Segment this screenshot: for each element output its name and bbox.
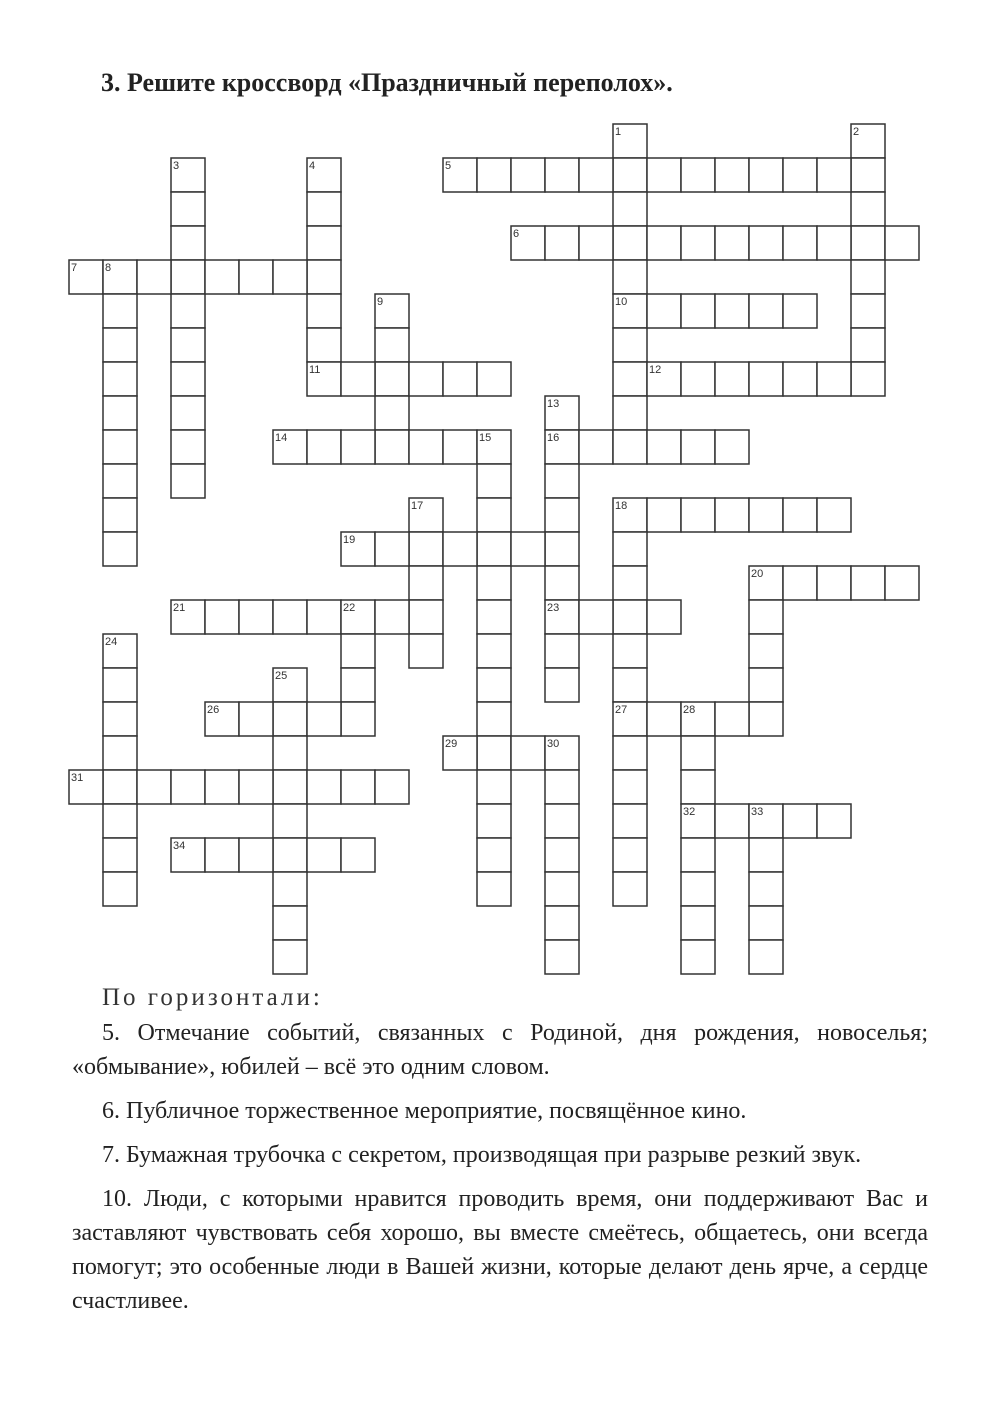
crossword-cell[interactable]	[171, 226, 205, 260]
clue-number-label: 2	[853, 126, 860, 138]
crossword-cell[interactable]	[341, 702, 375, 736]
crossword-cell[interactable]	[103, 464, 137, 498]
clue-number-label: 9	[377, 296, 384, 308]
crossword-cell[interactable]	[545, 804, 579, 838]
crossword-cell[interactable]	[783, 226, 817, 260]
crossword-cell[interactable]	[409, 634, 443, 668]
clue-number-label: 14	[275, 432, 288, 444]
clue-5: 5. Отмечание событий, связанных с Родиной, дня рождения, новоселья; «обмывание», юбилей – всё это одним словом.	[72, 1020, 928, 1080]
crossword-cell[interactable]	[307, 192, 341, 226]
crossword-cell[interactable]	[545, 566, 579, 600]
crossword-cell[interactable]	[579, 158, 613, 192]
crossword-cell[interactable]	[851, 260, 885, 294]
crossword-cell[interactable]	[681, 430, 715, 464]
crossword-cell[interactable]	[545, 464, 579, 498]
crossword-cell[interactable]	[749, 906, 783, 940]
crossword-cell[interactable]	[273, 702, 307, 736]
crossword-cell[interactable]	[851, 566, 885, 600]
crossword-cell[interactable]	[171, 260, 205, 294]
crossword-cell[interactable]	[647, 600, 681, 634]
crossword-cell[interactable]	[171, 770, 205, 804]
crossword-cell[interactable]	[477, 668, 511, 702]
clue-number-label: 20	[751, 568, 764, 580]
crossword-cell[interactable]	[409, 600, 443, 634]
crossword-cell[interactable]	[613, 634, 647, 668]
crossword-cell[interactable]	[273, 940, 307, 974]
crossword-cell[interactable]	[205, 260, 239, 294]
crossword-cell[interactable]	[103, 770, 137, 804]
crossword-cell[interactable]	[681, 770, 715, 804]
clue-number-label: 22	[343, 602, 356, 614]
crossword-cell[interactable]	[851, 192, 885, 226]
crossword-cell[interactable]	[681, 736, 715, 770]
clue-number-label: 13	[547, 398, 560, 410]
clue-number-label: 28	[683, 704, 696, 716]
crossword-cell[interactable]	[307, 260, 341, 294]
crossword-cell[interactable]	[375, 362, 409, 396]
crossword-cell[interactable]	[273, 736, 307, 770]
crossword-cell[interactable]	[409, 430, 443, 464]
crossword-cell[interactable]	[477, 464, 511, 498]
crossword-cell[interactable]	[171, 192, 205, 226]
crossword-cell[interactable]	[239, 702, 273, 736]
crossword-cell[interactable]	[409, 362, 443, 396]
crossword-cell[interactable]	[749, 498, 783, 532]
crossword-cell[interactable]	[477, 566, 511, 600]
clue-number-label: 29	[445, 738, 458, 750]
crossword-cell[interactable]	[715, 430, 749, 464]
crossword-cell[interactable]	[307, 770, 341, 804]
crossword-cell[interactable]	[613, 430, 647, 464]
crossword-cell[interactable]	[307, 226, 341, 260]
crossword-cell[interactable]	[273, 600, 307, 634]
crossword-cell[interactable]	[103, 872, 137, 906]
crossword-cell[interactable]	[103, 702, 137, 736]
crossword-cell[interactable]	[613, 226, 647, 260]
clue-number-label: 23	[547, 602, 560, 614]
crossword-cell[interactable]	[545, 532, 579, 566]
crossword-cell[interactable]	[103, 396, 137, 430]
crossword-cell[interactable]	[205, 838, 239, 872]
crossword-cell[interactable]	[375, 770, 409, 804]
crossword-cell[interactable]	[783, 362, 817, 396]
crossword-cell[interactable]	[715, 362, 749, 396]
crossword-cell[interactable]	[647, 702, 681, 736]
crossword-cell[interactable]	[307, 430, 341, 464]
crossword-cell[interactable]	[613, 804, 647, 838]
crossword-cell[interactable]	[885, 226, 919, 260]
crossword-cell[interactable]	[817, 498, 851, 532]
crossword-cell[interactable]	[307, 328, 341, 362]
crossword-cell[interactable]	[477, 702, 511, 736]
crossword-cell[interactable]	[239, 838, 273, 872]
crossword-cell[interactable]	[443, 430, 477, 464]
clue-number-label: 18	[615, 500, 628, 512]
crossword-cell[interactable]	[715, 226, 749, 260]
clue-number-label: 10	[615, 296, 628, 308]
crossword-cell[interactable]	[715, 702, 749, 736]
crossword-cell[interactable]	[817, 804, 851, 838]
crossword-cell[interactable]	[613, 328, 647, 362]
crossword-cell[interactable]	[851, 226, 885, 260]
crossword-cell[interactable]	[477, 736, 511, 770]
crossword-cell[interactable]	[477, 158, 511, 192]
crossword-cell[interactable]	[171, 294, 205, 328]
clues-heading: По горизонтали:	[102, 984, 323, 1011]
clue-number-label: 31	[71, 772, 84, 784]
clue-7: 7. Бумажная трубочка с секретом, производящая при разрыве резкий звук.	[102, 1142, 862, 1168]
crossword-cell[interactable]	[375, 600, 409, 634]
crossword-cell[interactable]	[851, 328, 885, 362]
clue-number-label: 1	[615, 126, 622, 138]
crossword-cell[interactable]	[477, 362, 511, 396]
crossword-cell[interactable]	[307, 294, 341, 328]
clue-number-label: 17	[411, 500, 424, 512]
crossword-cell[interactable]	[273, 906, 307, 940]
crossword-cell[interactable]	[783, 566, 817, 600]
crossword-cell[interactable]	[817, 362, 851, 396]
crossword-cell[interactable]	[715, 498, 749, 532]
clues-section	[72, 980, 928, 1328]
crossword-cell[interactable]	[749, 158, 783, 192]
crossword-cell[interactable]	[749, 872, 783, 906]
crossword-cell[interactable]	[341, 770, 375, 804]
crossword-cell[interactable]	[613, 668, 647, 702]
crossword-cell[interactable]	[749, 668, 783, 702]
crossword-cell[interactable]	[749, 940, 783, 974]
crossword-cell[interactable]	[579, 226, 613, 260]
crossword-cell[interactable]	[205, 770, 239, 804]
clue-number-label: 34	[173, 840, 186, 852]
crossword-cell[interactable]	[613, 736, 647, 770]
crossword-cell[interactable]	[681, 294, 715, 328]
crossword-cell[interactable]	[307, 838, 341, 872]
clue-number-label: 30	[547, 738, 560, 750]
crossword-cell[interactable]	[477, 498, 511, 532]
crossword-cell[interactable]	[545, 838, 579, 872]
clue-number-label: 25	[275, 670, 288, 682]
page-title: 3. Решите кроссворд «Праздничный переполох».	[101, 68, 673, 97]
crossword-cell[interactable]	[851, 158, 885, 192]
crossword-cell[interactable]	[681, 838, 715, 872]
crossword-cell[interactable]	[341, 838, 375, 872]
crossword-cell[interactable]	[137, 770, 171, 804]
crossword-cell[interactable]	[307, 702, 341, 736]
clue-number-label: 19	[343, 534, 356, 546]
clue-number-label: 21	[173, 602, 186, 614]
clue-number-label: 4	[309, 160, 316, 172]
crossword-cell[interactable]	[885, 566, 919, 600]
crossword-cell[interactable]	[171, 430, 205, 464]
crossword-cell[interactable]	[613, 838, 647, 872]
crossword-cell[interactable]	[545, 498, 579, 532]
crossword-cell[interactable]	[545, 668, 579, 702]
clue-number-label: 32	[683, 806, 696, 818]
crossword-cell[interactable]	[545, 226, 579, 260]
crossword-cell[interactable]	[511, 532, 545, 566]
crossword-cell[interactable]	[511, 736, 545, 770]
crossword-cell[interactable]	[409, 566, 443, 600]
crossword-cell[interactable]	[817, 226, 851, 260]
clue-number-label: 3	[173, 160, 180, 172]
crossword-cell[interactable]	[205, 600, 239, 634]
crossword-cell[interactable]	[171, 328, 205, 362]
crossword-cell[interactable]	[375, 396, 409, 430]
crossword-cell[interactable]	[239, 600, 273, 634]
crossword-cell[interactable]	[103, 294, 137, 328]
crossword-cell[interactable]	[171, 464, 205, 498]
crossword-cell[interactable]	[613, 158, 647, 192]
crossword-cell[interactable]	[545, 634, 579, 668]
crossword-cell[interactable]	[477, 838, 511, 872]
crossword-cell[interactable]	[545, 872, 579, 906]
crossword-cell[interactable]	[681, 872, 715, 906]
crossword-cell[interactable]	[647, 294, 681, 328]
crossword-cell[interactable]	[613, 260, 647, 294]
crossword-cell[interactable]	[307, 600, 341, 634]
crossword-cell[interactable]	[749, 634, 783, 668]
crossword-cell[interactable]	[273, 804, 307, 838]
clue-number-label: 24	[105, 636, 118, 648]
crossword-cell[interactable]	[681, 226, 715, 260]
crossword-cell[interactable]	[715, 294, 749, 328]
crossword-cell[interactable]	[103, 668, 137, 702]
crossword-cell[interactable]	[851, 294, 885, 328]
clue-number-label: 16	[547, 432, 560, 444]
crossword-cell[interactable]	[749, 838, 783, 872]
crossword-cell[interactable]	[341, 430, 375, 464]
crossword-cell[interactable]	[103, 328, 137, 362]
crossword-cell[interactable]	[783, 498, 817, 532]
crossword-cell[interactable]	[647, 226, 681, 260]
clue-number-label: 27	[615, 704, 628, 716]
crossword-cell[interactable]	[681, 498, 715, 532]
crossword-cell[interactable]	[783, 804, 817, 838]
crossword-cell[interactable]	[171, 362, 205, 396]
crossword-cell[interactable]	[103, 532, 137, 566]
crossword-cell[interactable]	[613, 566, 647, 600]
crossword-cell[interactable]	[375, 430, 409, 464]
crossword-cell[interactable]	[103, 362, 137, 396]
crossword-cell[interactable]	[477, 770, 511, 804]
crossword-cell[interactable]	[647, 430, 681, 464]
crossword-cell[interactable]	[341, 362, 375, 396]
crossword-cell[interactable]	[103, 838, 137, 872]
crossword-cell[interactable]	[545, 940, 579, 974]
crossword-cell[interactable]	[613, 600, 647, 634]
crossword-cell[interactable]	[103, 430, 137, 464]
crossword-cell[interactable]	[817, 158, 851, 192]
crossword-cell[interactable]	[817, 566, 851, 600]
crossword-cell[interactable]	[647, 158, 681, 192]
crossword-cell[interactable]	[545, 770, 579, 804]
crossword-cell[interactable]	[613, 192, 647, 226]
crossword-cell[interactable]	[749, 226, 783, 260]
crossword-cell[interactable]	[579, 600, 613, 634]
crossword-cell[interactable]	[273, 770, 307, 804]
crossword-cell[interactable]	[477, 872, 511, 906]
crossword-cell[interactable]	[749, 362, 783, 396]
crossword-cell[interactable]	[103, 498, 137, 532]
crossword-cell[interactable]	[341, 634, 375, 668]
crossword-cell[interactable]	[613, 532, 647, 566]
clue-number-label: 33	[751, 806, 764, 818]
crossword-cell[interactable]	[715, 158, 749, 192]
crossword-cell[interactable]	[681, 158, 715, 192]
crossword-cell[interactable]	[715, 804, 749, 838]
crossword-cell[interactable]	[171, 396, 205, 430]
crossword-cell[interactable]	[613, 770, 647, 804]
crossword-cell[interactable]	[273, 872, 307, 906]
crossword-cell[interactable]	[545, 906, 579, 940]
crossword-cell[interactable]	[545, 158, 579, 192]
clue-number-label: 12	[649, 364, 662, 376]
crossword-cell[interactable]	[375, 532, 409, 566]
clue-number-label: 5	[445, 160, 452, 172]
crossword-cell[interactable]	[103, 736, 137, 770]
clue-number-label: 11	[309, 364, 321, 376]
crossword-cell[interactable]	[477, 600, 511, 634]
crossword-cell[interactable]	[647, 498, 681, 532]
crossword-cell[interactable]	[477, 532, 511, 566]
clue-10: 10. Люди, с которыми нравится проводить время, они поддерживают Вас и заставляют чувствовать себя хорошо, вы вместе смеётесь, общаетесь, они всегда помогут; это особенные люди в Вашей жизни, которые делают день ярче, а сердце счастливее.	[72, 1186, 928, 1314]
crossword-cell[interactable]	[613, 362, 647, 396]
crossword-cell[interactable]	[783, 158, 817, 192]
crossword-cell[interactable]	[613, 872, 647, 906]
crossword-cell[interactable]	[477, 804, 511, 838]
crossword-cell[interactable]	[579, 430, 613, 464]
clue-number-label: 7	[71, 262, 78, 274]
clue-number-label: 26	[207, 704, 220, 716]
crossword-cell[interactable]	[681, 362, 715, 396]
clue-number-label: 6	[513, 228, 520, 240]
crossword-cell[interactable]	[137, 260, 171, 294]
clue-number-label: 15	[479, 432, 492, 444]
crossword-cell[interactable]	[613, 396, 647, 430]
crossword-cell[interactable]	[783, 294, 817, 328]
crossword-cell[interactable]	[749, 600, 783, 634]
crossword-cell[interactable]	[477, 634, 511, 668]
crossword-cell[interactable]	[273, 838, 307, 872]
crossword-cell[interactable]	[851, 362, 885, 396]
crossword-cell[interactable]	[749, 294, 783, 328]
crossword-cell[interactable]	[511, 158, 545, 192]
clue-number-label: 8	[105, 262, 112, 274]
crossword-cell[interactable]	[443, 532, 477, 566]
crossword-cell[interactable]	[409, 532, 443, 566]
crossword-cell[interactable]	[681, 906, 715, 940]
crossword-cell[interactable]	[239, 260, 273, 294]
crossword-cell[interactable]	[273, 260, 307, 294]
crossword-cell[interactable]	[443, 362, 477, 396]
crossword-cell[interactable]	[239, 770, 273, 804]
clue-6: 6. Публичное торжественное мероприятие, посвящённое кино.	[102, 1098, 747, 1124]
crossword-cell[interactable]	[103, 804, 137, 838]
crossword-cell[interactable]	[375, 328, 409, 362]
crossword-cell[interactable]	[341, 668, 375, 702]
crossword-cell[interactable]	[749, 702, 783, 736]
crossword-cell[interactable]	[681, 940, 715, 974]
